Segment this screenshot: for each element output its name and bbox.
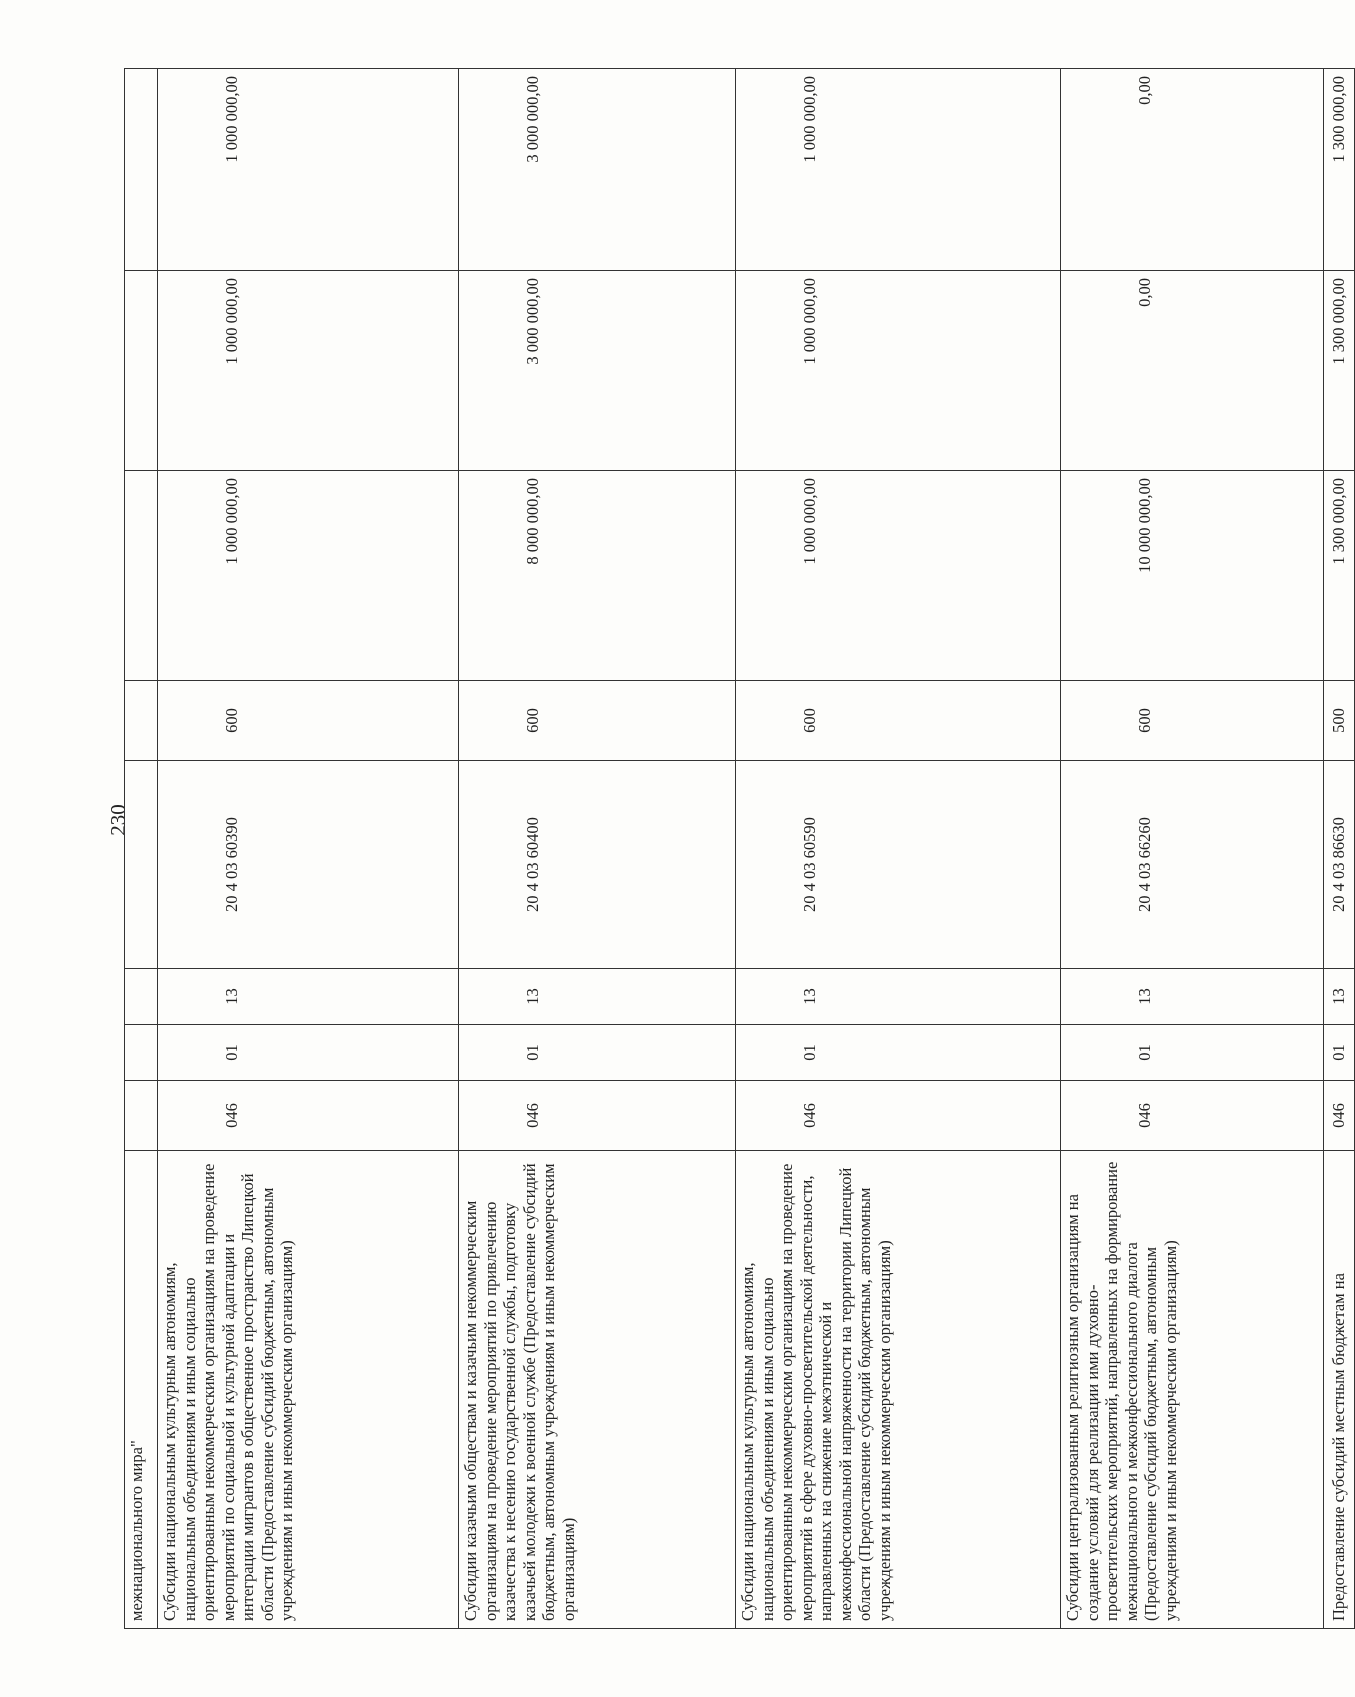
table-row <box>158 69 459 1629</box>
cell-razdel: 01 <box>1324 1025 1355 1081</box>
cell-amount-2: 1 000 000,00 <box>158 271 459 471</box>
cell-amount-1: 1 000 000,00 <box>736 471 1061 681</box>
budget-table <box>124 68 1355 1629</box>
cell-amount-3 <box>125 69 158 271</box>
cell-description: межнационального мира" <box>125 1151 158 1629</box>
cell-amount-2 <box>125 271 158 471</box>
cell-podrazdel: 13 <box>1324 969 1355 1025</box>
cell-amount-3: 0,00 <box>1061 69 1324 271</box>
cell-expense-type: 600 <box>158 681 459 761</box>
page-number: 230 <box>106 804 130 836</box>
rotated-table-container <box>124 69 1349 1629</box>
cell-description: Субсидии национальным культурным автономиям, национальным объединениям и иным социально ориентированным некоммерческим организациям на проведение мероприятий в сфере духовно-просветительской деятельности, направленных на снижение межэтнической и межконфессиональной напряженности на территории Липецкой области (Предоставление субсидий бюджетным, автономным учреждениям и иным некоммерческим организациям) <box>736 1151 1061 1629</box>
cell-description: Субсидии национальным культурным автономиям, национальным объединениям и иным социально ориентированным некоммерческим организациям на проведение мероприятий по социальной и культурной адаптации и интеграции мигрантов в общественное пространство Липецкой области (Предоставление субсидий бюджетным, автономным учреждениям и иным некоммерческим организациям) <box>158 1151 459 1629</box>
cell-razdel: 01 <box>736 1025 1061 1081</box>
cell-amount-1: 10 000 000,00 <box>1061 471 1324 681</box>
cell-target-article: 20 4 03 60400 <box>459 761 736 969</box>
cell-amount-1: 1 300 000,00 <box>1324 471 1355 681</box>
table-row <box>459 69 736 1629</box>
cell-razdel: 01 <box>1061 1025 1324 1081</box>
cell-expense-type: 600 <box>459 681 736 761</box>
cell-razdel: 01 <box>459 1025 736 1081</box>
cell-amount-2: 1 000 000,00 <box>736 271 1061 471</box>
cell-amount-3: 1 000 000,00 <box>736 69 1061 271</box>
cell-amount-3: 3 000 000,00 <box>459 69 736 271</box>
table-row <box>1061 69 1324 1629</box>
cell-amount-1: 8 000 000,00 <box>459 471 736 681</box>
cell-razdel <box>125 1025 158 1081</box>
table-row <box>736 69 1061 1629</box>
cell-target-article: 20 4 03 86630 <box>1324 761 1355 969</box>
cell-amount-3: 1 300 000,00 <box>1324 69 1355 271</box>
cell-podrazdel <box>125 969 158 1025</box>
cell-grbs <box>125 1081 158 1151</box>
cell-expense-type: 500 <box>1324 681 1355 761</box>
cell-amount-2: 1 300 000,00 <box>1324 271 1355 471</box>
cell-grbs: 046 <box>1061 1081 1324 1151</box>
cell-podrazdel: 13 <box>1061 969 1324 1025</box>
cell-amount-2: 3 000 000,00 <box>459 271 736 471</box>
cell-amount-2: 0,00 <box>1061 271 1324 471</box>
cell-podrazdel: 13 <box>158 969 459 1025</box>
cell-razdel: 01 <box>158 1025 459 1081</box>
cell-grbs: 046 <box>459 1081 736 1151</box>
table-row-continuation <box>125 69 158 1629</box>
cell-amount-1 <box>125 471 158 681</box>
cell-target-article: 20 4 03 66260 <box>1061 761 1324 969</box>
cell-description: Субсидии казачьим обществам и казачьим некоммерческим организациям на проведение мероприятий по привлечению казачества к несению государственной службы, подготовку казачьей молодежи к военной службе (Предоставление субсидий бюджетным, автономным учреждениям и иным некоммерческим организациям) <box>459 1151 736 1629</box>
cell-podrazdel: 13 <box>736 969 1061 1025</box>
cell-target-article: 20 4 03 60590 <box>736 761 1061 969</box>
cell-target-article <box>125 761 158 969</box>
cell-podrazdel: 13 <box>459 969 736 1025</box>
cell-expense-type <box>125 681 158 761</box>
cell-amount-1: 1 000 000,00 <box>158 471 459 681</box>
cell-grbs: 046 <box>158 1081 459 1151</box>
cell-expense-type: 600 <box>736 681 1061 761</box>
cell-description: Субсидии централизованным религиозным организациям на создание условий для реализации ими духовно-просветительских мероприятий, направленных на формирование межнационального и межконфессионального диалога (Предоставление субсидий бюджетным, автономным учреждениям и иным некоммерческим организациям) <box>1061 1151 1324 1629</box>
cell-description: Предоставление субсидий местным бюджетам на <box>1324 1151 1355 1629</box>
cell-target-article: 20 4 03 60390 <box>158 761 459 969</box>
cell-grbs: 046 <box>1324 1081 1355 1151</box>
cell-expense-type: 600 <box>1061 681 1324 761</box>
cell-grbs: 046 <box>736 1081 1061 1151</box>
table-row <box>1324 69 1355 1629</box>
cell-amount-3: 1 000 000,00 <box>158 69 459 271</box>
